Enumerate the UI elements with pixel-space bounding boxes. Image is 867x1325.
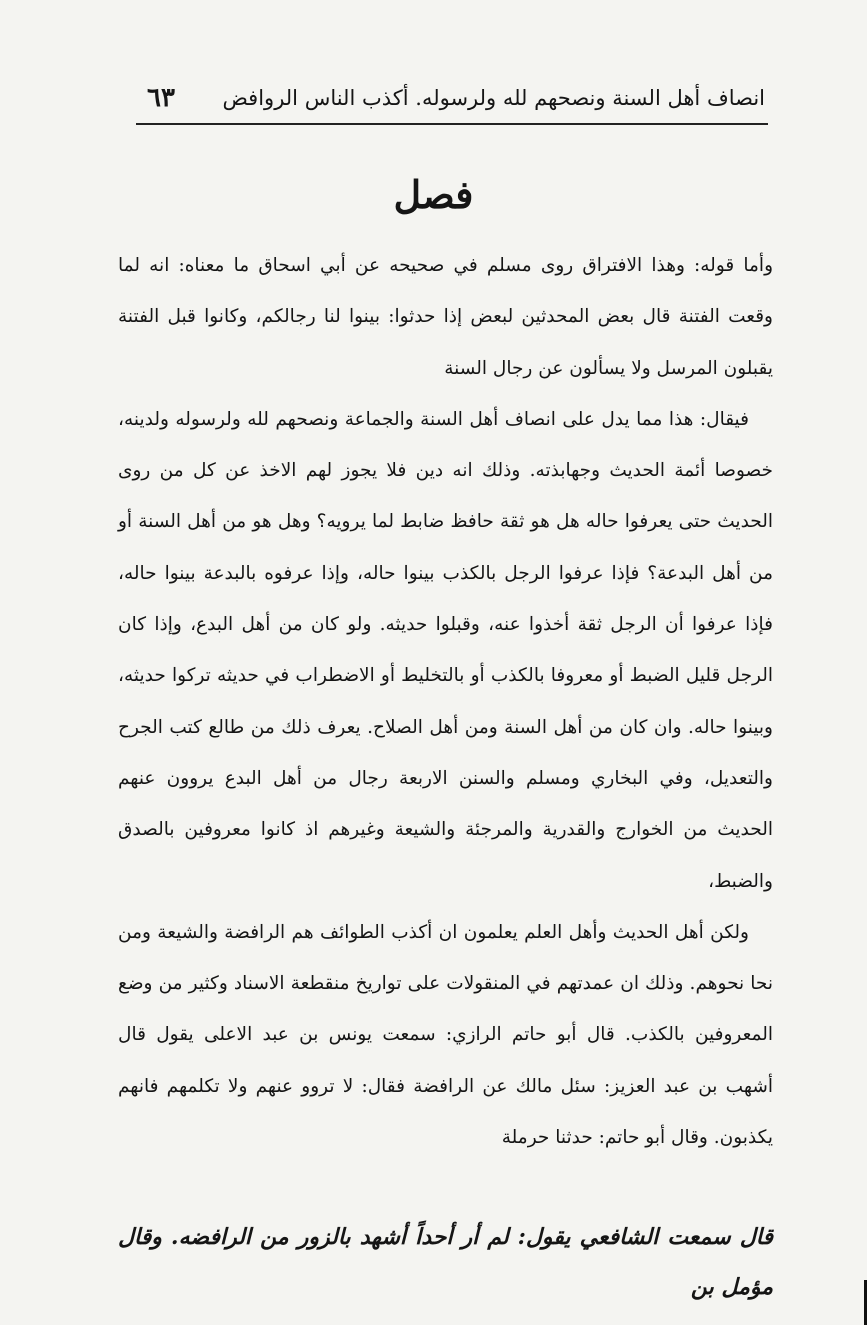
paragraph-3: ولكن أهل الحديث وأهل العلم يعلمون ان أكذب الطوائف هم الرافضة والشيعة ومن نحا نحوهم. وذلك ان عمدتهم في المنقولات على تواريخ منقطعة الاسناد وكثير من وضع المعروفين بالكذب. قال أبو حاتم الرازي: سمعت يونس بن عبد الاعلى يقول قال أشهب بن عبد العزيز: سئل مالك عن الرافضة فقال: لا تروو عنهم ولا تكلمهم فانهم يكذبون. وقال أبو حاتم: حدثنا حرملة	[118, 921, 773, 1149]
header-rule	[136, 123, 768, 125]
handwritten-last-line: قال سمعت الشافعي يقول: لم أر أحداً أشهد بالزور من الرافضه. وقال مؤمل بن	[118, 1224, 773, 1300]
body-text	[118, 240, 773, 1163]
page-number: ٦٣	[147, 83, 175, 113]
paragraph-1: وأما قوله: وهذا الافتراق روى مسلم في صحيحه عن أبي اسحاق ما معناه: انه لما وقعت الفتنة قال بعض المحدثين لبعض إذا حدثوا: بينوا لنا رجالكم، وكانوا قبل الفتنة يقبلون المرسل ولا يسألون عن رجال السنة	[118, 255, 773, 379]
running-title: انصاف أهل السنة ونصحهم لله ولرسوله. أكذب الناس الروافض	[222, 86, 765, 110]
running-header	[145, 78, 765, 118]
paragraph-2: فيقال: هذا مما يدل على انصاف أهل السنة والجماعة ونصحهم لله ولرسوله ولدينه، خصوصا أئمة الحديث وجهابذته. وذلك انه دين فلا يجوز لهم الاخذ عن كل من روى الحديث حتى يعرفوا حاله هل هو ثقة حافظ ضابط لما يرويه؟ وهل هو من أهل السنة أو من أهل البدعة؟ فإذا عرفوا الرجل بالكذب بينوا حاله، وإذا عرفوه بالبدعة بينوا حاله، فإذا عرفوا أن الرجل ثقة أخذوا عنه، وقبلوا حديثه. ولو كان من أهل البدع، وإذا كان الرجل قليل الضبط أو معروفا بالكذب أو بالتخليط أو الاضطراب في حديثه تركوا حديثه، وبينوا حاله. وان كان من أهل السنة ومن أهل الصلاح. يعرف ذلك من طالع كتب الجرح والتعديل، وفي البخاري ومسلم والسنن الاربعة رجال من أهل البدع يروون عنهم الحديث من الخوارج والقدرية والمرجئة والشيعة وغيرهم اذ كانوا معروفين بالصدق والضبط،	[118, 408, 773, 892]
section-title: فصل	[393, 172, 474, 217]
